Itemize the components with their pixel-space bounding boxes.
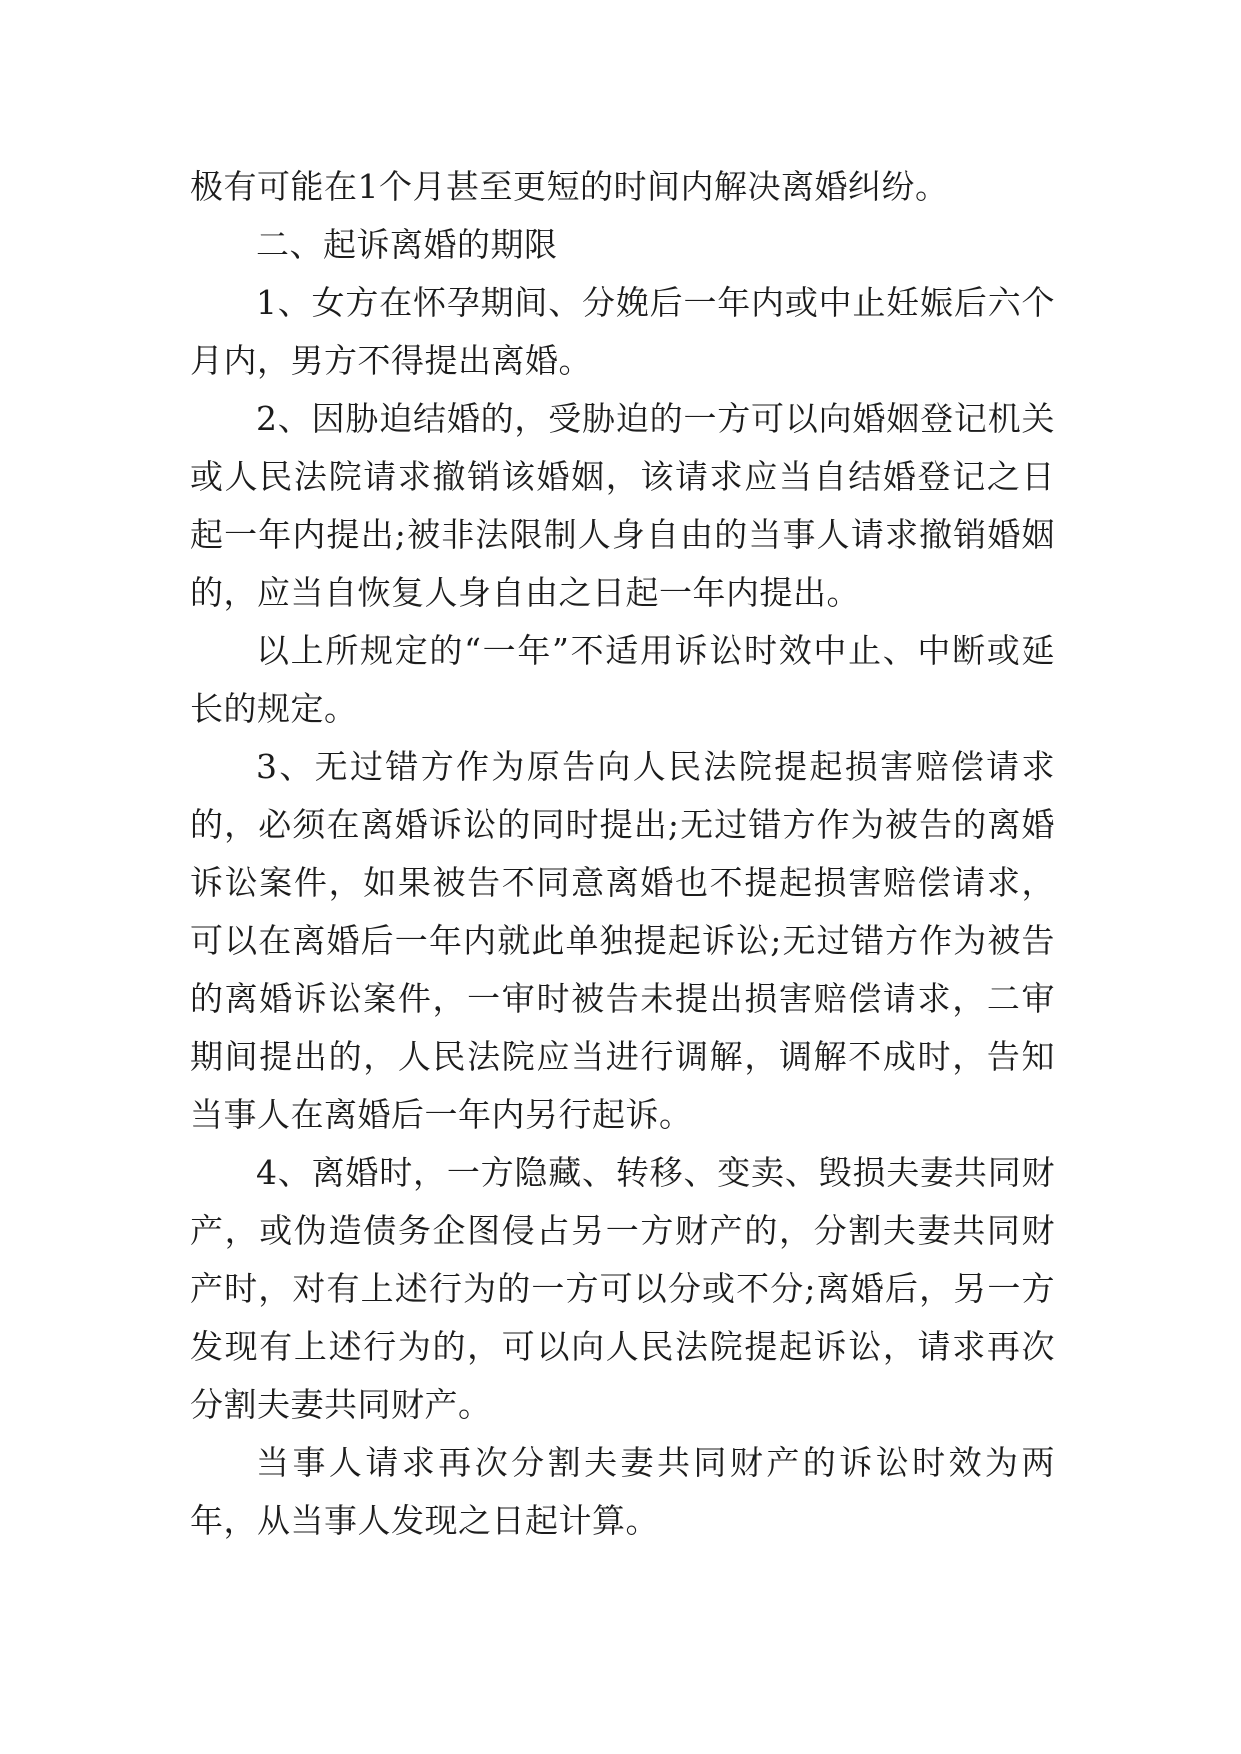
paragraph-note: 以上所规定的“一年”不适用诉讼时效中止、中断或延长的规定。 [190, 631, 1055, 728]
document-body [190, 158, 1055, 1550]
section-heading: 二、起诉离婚的期限 [256, 225, 558, 264]
paragraph-item-1: 1、女方在怀孕期间、分娩后一年内或中止妊娠后六个月内，男方不得提出离婚。 [190, 283, 1055, 380]
paragraph-continuation: 极有可能在1个月甚至更短的时间内解决离婚纠纷。 [190, 167, 949, 206]
paragraph-item-2: 2、因胁迫结婚的，受胁迫的一方可以向婚姻登记机关或人民法院请求撤销该婚姻，该请求应当自结婚登记之日起一年内提出;被非法限制人身自由的当事人请求撤销婚姻的，应当自恢复人身自由之日起一年内提出。 [190, 399, 1055, 612]
paragraph-item-4: 4、离婚时，一方隐藏、转移、变卖、毁损夫妻共同财产，或伪造债务企图侵占另一方财产的，分割夫妻共同财产时，对有上述行为的一方可以分或不分;离婚后，另一方发现有上述行为的，可以向人民法院提起诉讼，请求再次分割夫妻共同财产。 [190, 1153, 1055, 1424]
paragraph-limitation: 当事人请求再次分割夫妻共同财产的诉讼时效为两年，从当事人发现之日起计算。 [190, 1443, 1055, 1540]
paragraph-item-3: 3、无过错方作为原告向人民法院提起损害赔偿请求的，必须在离婚诉讼的同时提出;无过错方作为被告的离婚诉讼案件，如果被告不同意离婚也不提起损害赔偿请求，可以在离婚后一年内就此单独提起诉讼;无过错方作为被告的离婚诉讼案件，一审时被告未提出损害赔偿请求，二审期间提出的，人民法院应当进行调解，调解不成时，告知当事人在离婚后一年内另行起诉。 [190, 747, 1055, 1134]
